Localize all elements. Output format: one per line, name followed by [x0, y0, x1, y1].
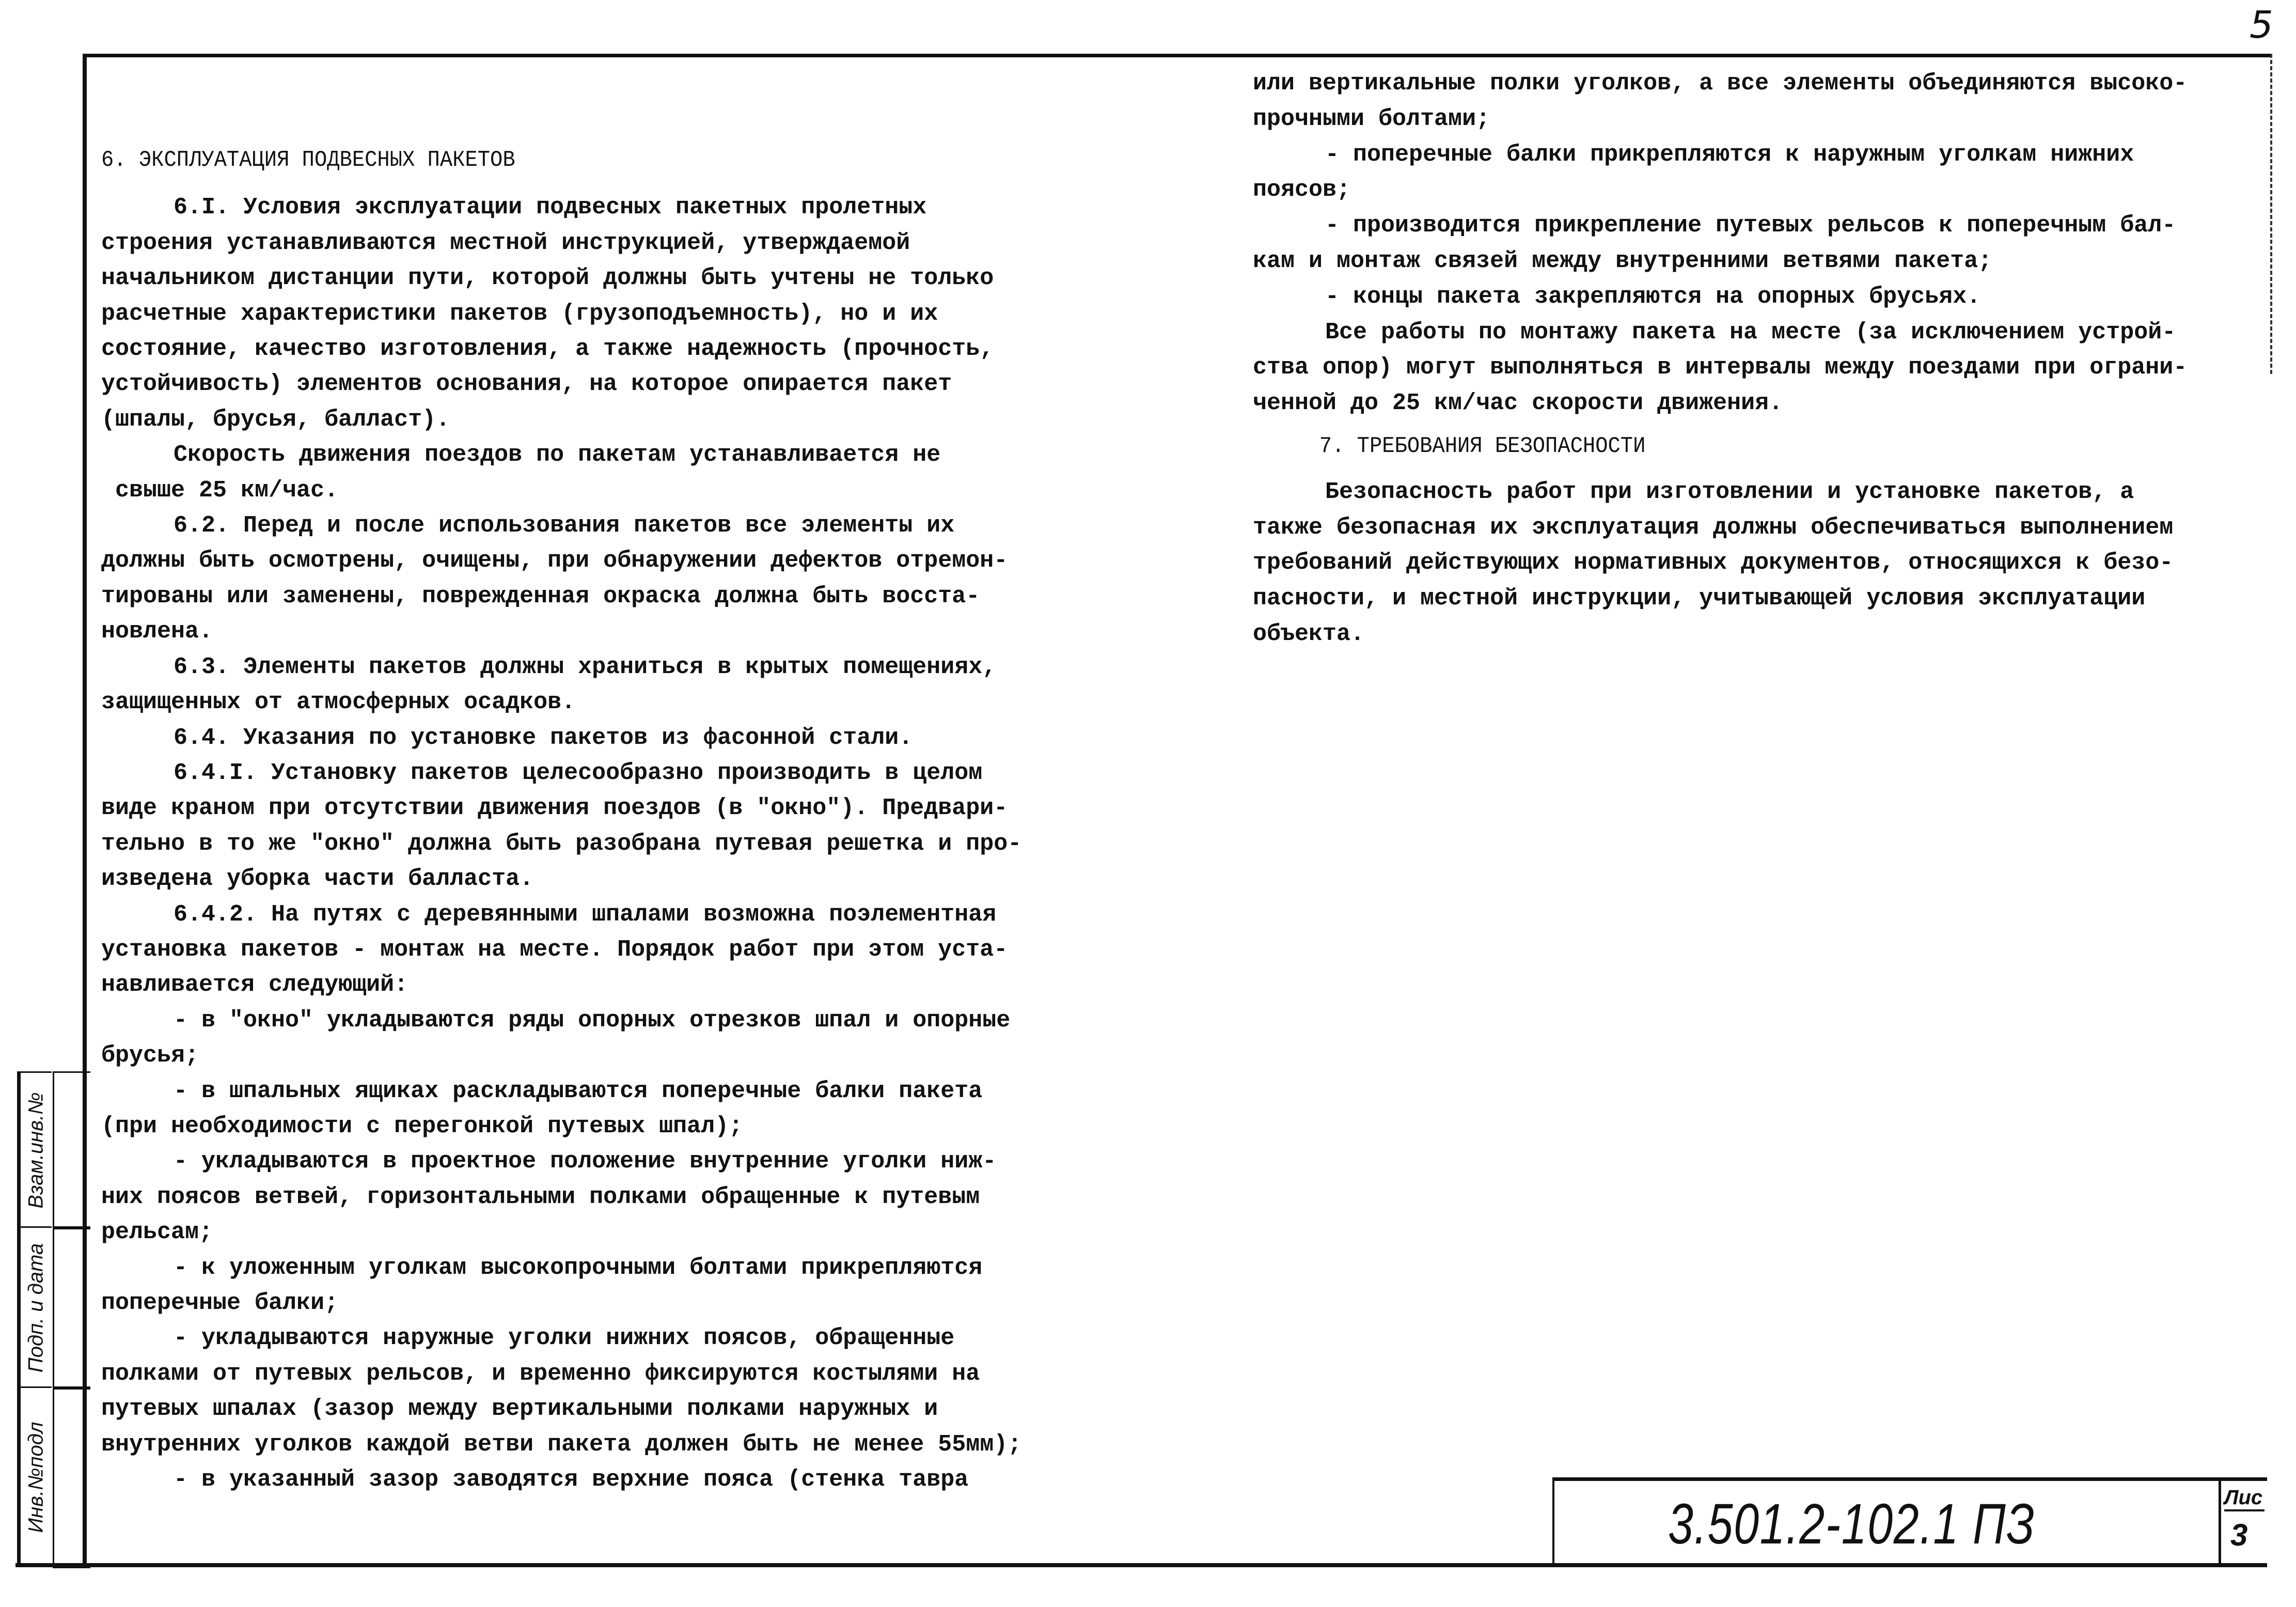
stamp-replaced-inv	[21, 1071, 52, 1228]
text-line: 6.I. Условия эксплуатации подвесных пакетных пролетных	[174, 194, 927, 221]
stamp-original-inv	[21, 1386, 52, 1567]
text-line: объекта.	[1253, 620, 1365, 647]
text-line: пасности, и местной инструкции, учитывающей условия эксплуатации	[1253, 585, 2146, 612]
text-line: тированы или заменены, поврежденная окраска должна быть восста-	[101, 583, 980, 610]
text-line: (шпалы, брусья, балласт).	[101, 406, 450, 433]
text-line: путевых шпалах (зазор между вертикальными полками наружных и	[101, 1396, 938, 1423]
text-line: - концы пакета закрепляются на опорных брусьях.	[1325, 283, 1981, 310]
text-line: брусья;	[101, 1042, 199, 1069]
sheet-cell	[2219, 1481, 2268, 1567]
text-line: состояние, качество изготовления, а также надежность (прочность,	[101, 336, 994, 363]
text-line: 6.3. Элементы пакетов должны храниться в крытых помещениях,	[174, 653, 997, 680]
text-line: должны быть осмотрены, очищены, при обнаружении дефектов отремон-	[101, 548, 1008, 574]
frame-right-border	[2270, 54, 2274, 374]
stamp-box-replaced-inv	[53, 1071, 90, 1229]
stamp-box-signature-date	[53, 1226, 90, 1390]
text-line: - в шпальных ящиках раскладываются поперечные балки пакета	[174, 1078, 983, 1104]
text-line: изведена уборка части балласта.	[101, 866, 534, 893]
document-code: 3.501.2-102.1 ПЗ	[1668, 1492, 2035, 1556]
sheet-number: 3	[2230, 1518, 2248, 1552]
text-line: - укладываются в проектное положение внутренние уголки ниж-	[174, 1148, 997, 1175]
text-line: полками от путевых рельсов, и временно фиксируются костылями на	[101, 1360, 980, 1387]
text-line: 6.4. Указания по установке пакетов из фасонной стали.	[174, 724, 913, 751]
stamp-box-original-inv	[53, 1386, 90, 1568]
text-line: 6.4.I. Установку пакетов целесообразно производить в целом	[174, 759, 983, 786]
text-line: 6.2. Перед и после использования пакетов все элементы их	[174, 512, 955, 539]
frame-top-border	[85, 54, 2272, 57]
text-line: тельно в то же "окно" должна быть разобрана путевая решетка и про-	[101, 830, 1022, 857]
text-line: - производится прикрепление путевых рельсов к поперечным бал-	[1325, 212, 2176, 239]
text-line: также безопасная их эксплуатация должны обеспечиваться выполнением	[1253, 514, 2174, 541]
text-line: внутренних уголков каждой ветви пакета должен быть не менее 55мм);	[101, 1431, 1022, 1458]
text-line: поясов;	[1253, 177, 1351, 204]
text-line: ченной до 25 км/час скорости движения.	[1253, 390, 1783, 417]
text-line: строения устанавливаются местной инструкцией, утверждаемой	[101, 229, 910, 256]
text-line: свыше 25 км/час.	[101, 477, 339, 504]
stamp-signature-date	[21, 1226, 52, 1388]
text-line: (при необходимости с перегонкой путевых шпал);	[101, 1113, 743, 1140]
text-line: начальником дистанции пути, которой должны быть учтены не только	[101, 265, 994, 292]
text-line: прочными болтами;	[1253, 105, 1490, 132]
section-heading: 6. ЭКСПЛУАТАЦИЯ ПОДВЕСНЫХ ПАКЕТОВ	[101, 147, 515, 173]
text-line: устойчивость) элементов основания, на которое опирается пакет	[101, 371, 952, 398]
text-line: - укладываются наружные уголки нижних поясов, обращенные	[174, 1325, 955, 1352]
text-line: требований действующих нормативных документов, относящихся к безо-	[1253, 550, 2174, 576]
text-line: 6.4.2. На путях с деревянными шпалами возможна поэлементная	[174, 901, 997, 928]
text-line: поперечные балки;	[101, 1290, 339, 1316]
right-text-column	[1253, 66, 2187, 652]
stamp-label: Подп. и дата	[24, 1243, 48, 1373]
title-block	[1552, 1477, 2267, 1567]
text-line: новлена.	[101, 618, 213, 645]
section-heading: 7. ТРЕБОВАНИЯ БЕЗОПАСНОСТИ	[1319, 433, 1646, 459]
text-line: защищенных от атмосферных осадков.	[101, 689, 576, 716]
text-line: расчетные характеристики пакетов (грузоподъемность), но и их	[101, 300, 938, 327]
page-number: 5	[2250, 3, 2273, 46]
stamp-label: Инв.№подл	[24, 1422, 48, 1533]
stamp-label: Взам.инв.№	[24, 1092, 48, 1209]
text-line: - в "окно" укладываются ряды опорных отрезков шпал и опорные	[174, 1007, 1011, 1034]
text-line: или вертикальные полки уголков, а все элементы объединяются высоко-	[1253, 70, 2188, 97]
text-line: - в указанный зазор заводятся верхние пояса (стенка тавра	[174, 1466, 969, 1493]
side-stamp	[17, 1071, 90, 1565]
sheet-label: Лис	[2224, 1486, 2264, 1511]
text-line: ства опор) могут выполняться в интервалы между поездами при ограни-	[1253, 354, 2188, 381]
text-line: - к уложенным уголкам высокопрочными болтами прикрепляются	[174, 1254, 983, 1281]
text-line: рельсам;	[101, 1219, 213, 1246]
text-line: установка пакетов - монтаж на месте. Порядок работ при этом уста-	[101, 936, 1008, 963]
text-line: Скорость движения поездов по пакетам устанавливается не	[174, 442, 941, 469]
text-line: кам и монтаж связей между внутренними ветвями пакета;	[1253, 247, 1992, 274]
text-line: Все работы по монтажу пакета на месте (за исключением устрой-	[1325, 319, 2176, 346]
text-line: - поперечные балки прикрепляются к наружным уголкам нижних	[1325, 141, 2134, 168]
left-text-column	[101, 143, 1021, 1497]
text-line: виде краном при отсутствии движения поездов (в "окно"). Предвари-	[101, 795, 1008, 822]
text-line: них поясов ветвей, горизонтальными полками обращенные к путевым	[101, 1183, 980, 1210]
text-line: навливается следующий:	[101, 972, 408, 998]
text-line: Безопасность работ при изготовлении и установке пакетов, а	[1325, 478, 2134, 505]
